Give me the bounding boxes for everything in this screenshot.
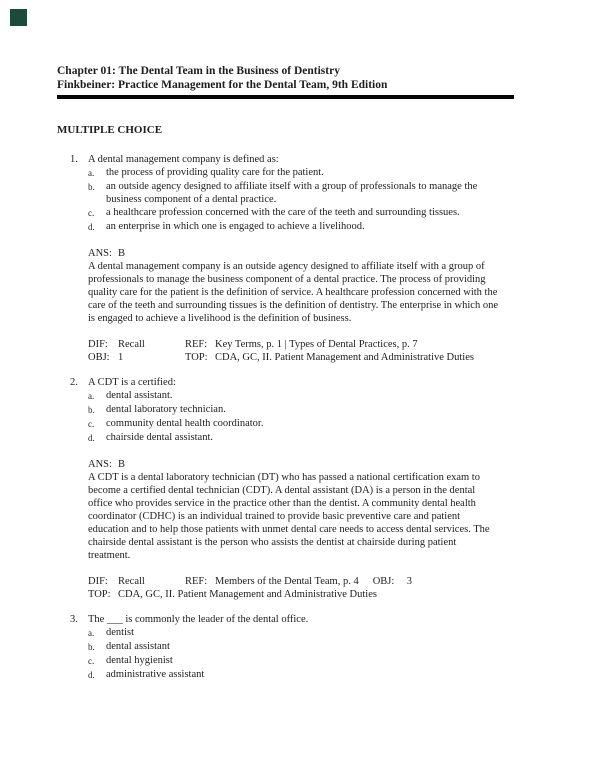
choice — [88, 431, 514, 445]
meta-value: Members of the Dental Team, p. 4 — [215, 576, 359, 587]
choice-letter: c. — [88, 656, 95, 666]
choice-text: dental assistant. — [106, 390, 173, 401]
meta-value: CDA, GC, II. Patient Management and Administrative Duties — [118, 589, 377, 600]
choice-letter: b. — [88, 642, 95, 652]
meta-pair — [373, 575, 412, 588]
choice-letter: b. — [88, 405, 95, 415]
choice-letter: d. — [88, 433, 95, 443]
meta-value: CDA, GC, II. Patient Management and Administrative Duties — [215, 352, 474, 363]
choice — [88, 654, 514, 668]
question-number: 1. — [70, 154, 78, 165]
choice-list — [88, 166, 514, 234]
choice — [88, 417, 514, 431]
choice-text: a healthcare profession concerned with the care of the teeth and surrounding tissues. — [106, 207, 460, 218]
choice-text: the process of providing quality care for the patient. — [106, 167, 324, 178]
choice-letter: b. — [88, 182, 95, 192]
question-stem: A dental management company is defined as: — [88, 154, 279, 165]
corner-marker — [10, 9, 27, 26]
choice-text: dental assistant — [106, 641, 170, 652]
choice-letter: c. — [88, 419, 95, 429]
choice-letter: a. — [88, 628, 95, 638]
answer-label: ANS: — [88, 248, 112, 259]
choice-text: community dental health coordinator. — [106, 418, 264, 429]
choice — [88, 166, 514, 180]
question-meta — [88, 338, 514, 364]
question — [57, 376, 514, 601]
meta-pair — [88, 588, 377, 601]
questions — [57, 153, 514, 682]
choice — [88, 220, 514, 234]
choice — [88, 626, 514, 640]
choice-list — [88, 626, 514, 682]
question — [57, 613, 514, 682]
meta-label: REF: — [185, 576, 208, 587]
question-number: 3. — [70, 614, 78, 625]
meta-value: Recall — [118, 576, 145, 587]
choice-letter: d. — [88, 222, 95, 232]
choice-text: an enterprise in which one is engaged to achieve a livelihood. — [106, 221, 365, 232]
choice — [88, 668, 514, 682]
document-content — [57, 64, 514, 682]
choice-letter: d. — [88, 670, 95, 680]
choice — [88, 206, 514, 220]
meta-row — [88, 351, 514, 364]
meta-value: Key Terms, p. 1 | Types of Dental Practices, p. 7 — [215, 339, 418, 350]
answer-block — [88, 247, 514, 325]
meta-label: DIF: — [88, 576, 108, 587]
question-stem: A CDT is a certified: — [88, 377, 176, 388]
document-header — [57, 64, 514, 99]
question-meta — [88, 575, 514, 601]
choice-text: dentist — [106, 627, 134, 638]
meta-label: TOP: — [185, 352, 208, 363]
section-title: MULTIPLE CHOICE — [57, 124, 163, 136]
choice-text: dental laboratory technician. — [106, 404, 226, 415]
meta-value: 1 — [118, 352, 124, 363]
meta-pair — [88, 338, 185, 351]
question — [57, 153, 514, 364]
choice-text: dental hygienist — [106, 655, 173, 666]
answer-row — [88, 458, 514, 471]
question-stem-row — [70, 376, 514, 389]
meta-value: 3 — [406, 576, 412, 587]
answer-value: B — [118, 248, 126, 259]
book-title: Finkbeiner: Practice Management for the Dental Team, 9th Edition — [57, 79, 388, 91]
meta-pair — [185, 351, 474, 364]
meta-pair — [185, 575, 359, 588]
choice — [88, 640, 514, 654]
meta-row — [88, 575, 514, 588]
chapter-title: Chapter 01: The Dental Team in the Business of Dentistry — [57, 65, 340, 77]
meta-label: OBJ: — [88, 352, 110, 363]
meta-pair — [88, 351, 185, 364]
choice-letter: a. — [88, 391, 95, 401]
meta-pair — [88, 575, 185, 588]
choice-text: chairside dental assistant. — [106, 432, 214, 443]
question-stem-row — [70, 153, 514, 166]
meta-label: TOP: — [88, 589, 111, 600]
answer-value: B — [118, 459, 126, 470]
answer-rationale: A CDT is a dental laboratory technician (DT) who has passed a national certification exam to become a certified dental technician (CDT). A dental assistant (DA) is a person in the dental office who provides service in the practice other than the dentist. A community dental health coordinator (CDHC) is an individual trained to provide basic preventive care and patient education and to help those patients with unmet dental care needs to access dental services. The chairside dental assistant is the person who assists the dentist at chairside during patient treatment. — [88, 472, 490, 561]
choice — [88, 389, 514, 403]
question-number: 2. — [70, 377, 78, 388]
choice — [88, 180, 514, 206]
choice-letter: c. — [88, 208, 95, 218]
choice-text: an outside agency designed to affiliate itself with a group of professionals to manage the business component of a dental practice. — [106, 181, 478, 205]
question-stem: The ___ is commonly the leader of the dental office. — [88, 614, 309, 625]
meta-label: REF: — [185, 339, 208, 350]
choice — [88, 403, 514, 417]
meta-label: OBJ: — [372, 576, 395, 587]
choice-list — [88, 389, 514, 445]
question-stem-row — [70, 613, 514, 626]
meta-pair — [185, 338, 418, 351]
choice-text: administrative assistant — [106, 669, 205, 680]
answer-block — [88, 458, 514, 562]
choice-letter: a. — [88, 168, 95, 178]
answer-rationale: A dental management company is an outside agency designed to affiliate itself with a group of professionals to manage the business component of a dental practice. The process of providing quality care for the patient is the definition of service. A healthcare profession concerned with the care of the teeth and surrounding tissues is the definition of dentistry. The enterprise in which one is engaged to achieve a livelihood is the definition of business. — [88, 261, 498, 324]
answer-row — [88, 247, 514, 260]
meta-row — [88, 588, 514, 601]
meta-label: DIF: — [88, 339, 108, 350]
answer-label: ANS: — [88, 459, 112, 470]
meta-value: Recall — [118, 339, 145, 350]
meta-row — [88, 338, 514, 351]
